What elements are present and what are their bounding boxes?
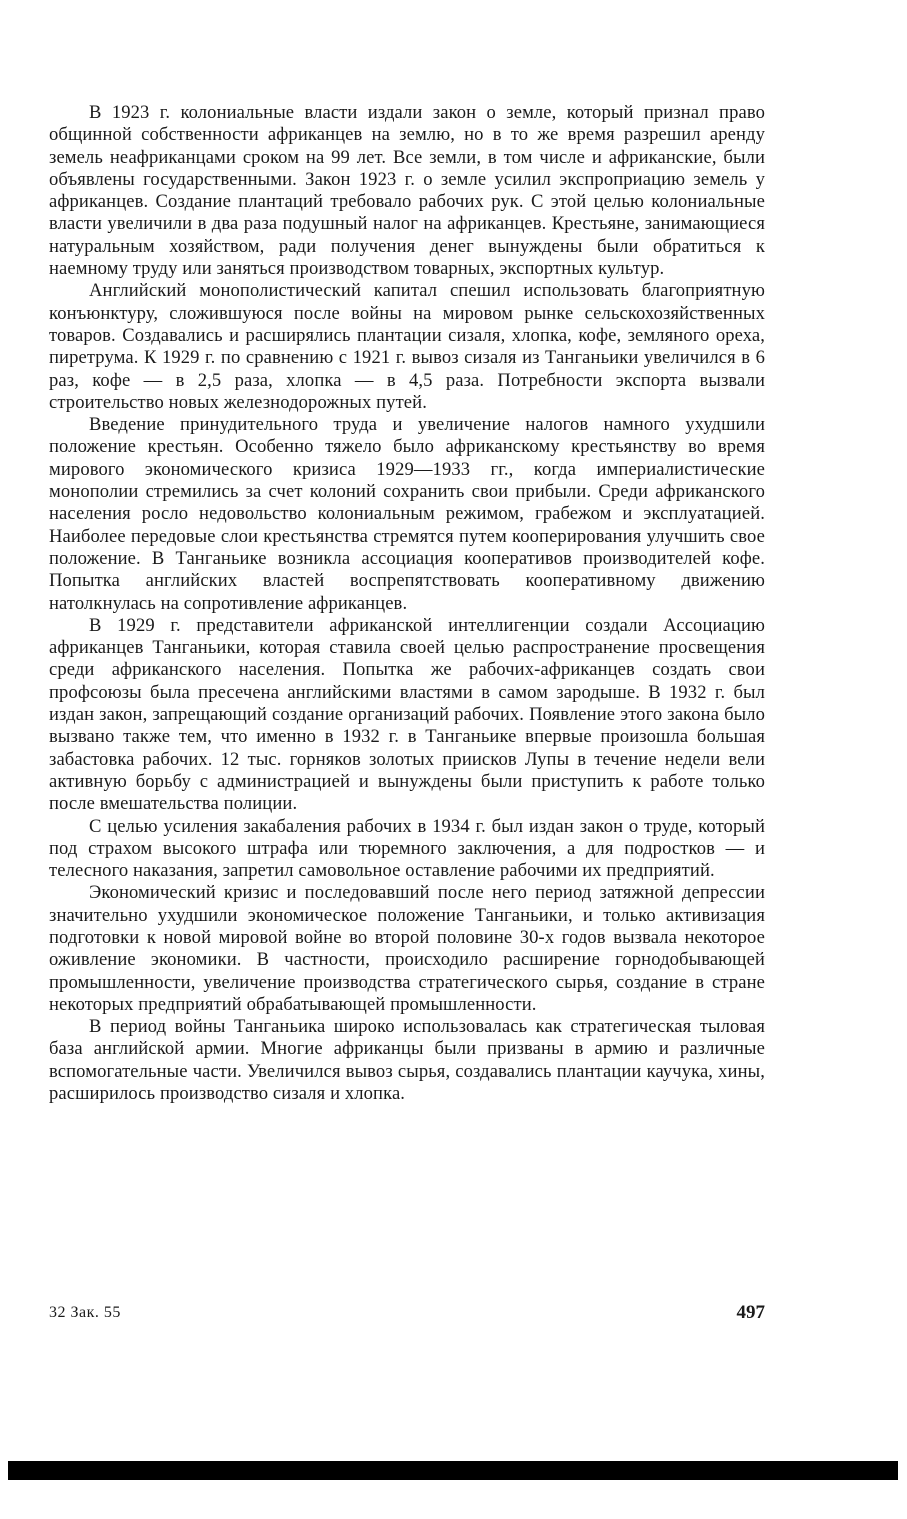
paragraph-2: Английский монополистический капитал спешил использовать благоприятную конъюнктуру, сложившуюся после войны на мировом рынке сельскохозяйственных товаров. Создавались и расширялись плантации сизаля, хлопка, кофе, земляного ореха, пиретрума. К 1929 г. по сравнению с 1921 г. вывоз сизаля из Танганьики увеличился в 6 раз, кофе — в 2,5 раза, хлопка — в 4,5 раза. Потребности экспорта вызвали строительство новых железнодорожных путей. (49, 280, 765, 413)
page-number: 497 (736, 1302, 765, 1323)
scan-edge-bar (8, 1461, 898, 1480)
paragraph-4: В 1929 г. представители африканской интеллигенции создали Ассоциацию африканцев Танганьики, которая ставила своей целью распространение просвещения среди африканского населения. Попытка же рабочих-африканцев создать свои профсоюзы была пресечена английскими властями в самом зародыше. В 1932 г. был издан закон, запрещающий создание организаций рабочих. Появление этого закона было вызвано также тем, что именно в 1932 г. в Танганьике впервые произошла большая забастовка рабочих. 12 тыс. горняков золотых приисков Лупы в течение недели вели активную борьбу с администрацией и вынуждены были приступить к работе только после вмешательства полиции. (49, 614, 765, 815)
page-body (49, 102, 765, 1105)
paragraph-3: Введение принудительного труда и увеличение налогов намного ухудшили положение крестьян. Особенно тяжело было африканскому крестьянству во время мирового экономического кризиса 1929—1933 гг., когда империалистические монополии стремились за счет колоний сохранить свои прибыли. Среди африканского населения росло недовольство колониальным режимом, грабежом и эксплуатацией. Наиболее передовые слои крестьянства стремятся путем кооперирования улучшить свое положение. В Танганьике возникла ассоциация кооперативов производителей кофе. Попытка английских властей воспрепятствовать кооперативному движению натолкнулась на сопротивление африканцев. (49, 414, 765, 614)
paragraph-7: В период войны Танганьика широко использовалась как стратегическая тыловая база английской армии. Многие африканцы были призваны в армию и различные вспомогательные части. Увеличился вывоз сырья, создавались плантации каучука, хины, расширилось производство сизаля и хлопка. (49, 1016, 765, 1105)
paragraph-1: В 1923 г. колониальные власти издали закон о земле, который признал право общинной собственности африканцев на землю, но в то же время разрешил аренду земель неафриканцами сроком на 99 лет. Все земли, в том числе и африканские, были объявлены государственными. Закон 1923 г. о земле усилил экспроприацию земель у африканцев. Создание плантаций требовало рабочих рук. С этой целью колониальные власти увеличили в два раза подушный налог на африканцев. Крестьяне, занимающиеся натуральным хозяйством, ради получения денег вынуждены были обратиться к наемному труду или заняться производством товарных, экспортных культур. (49, 102, 765, 280)
paragraph-5: С целью усиления закабаления рабочих в 1934 г. был издан закон о труде, который под страхом высокого штрафа или тюремного заключения, а для подростков — и телесного наказания, запретил самовольное оставление рабочими их предприятий. (49, 815, 765, 882)
page-footer (49, 1302, 765, 1326)
paragraph-6: Экономический кризис и последовавший после него период затяжной депрессии значительно ухудшили экономическое положение Танганьики, и только активизация подготовки к новой мировой войне во второй половине 30-х годов вызвала некоторое оживление экономики. В частности, происходило расширение горнодобывающей промышленности, увеличение производства стратегического сырья, создание в стране некоторых предприятий обрабатывающей промышленности. (49, 882, 765, 1015)
printer-signature: 32 Зак. 55 (49, 1304, 121, 1321)
